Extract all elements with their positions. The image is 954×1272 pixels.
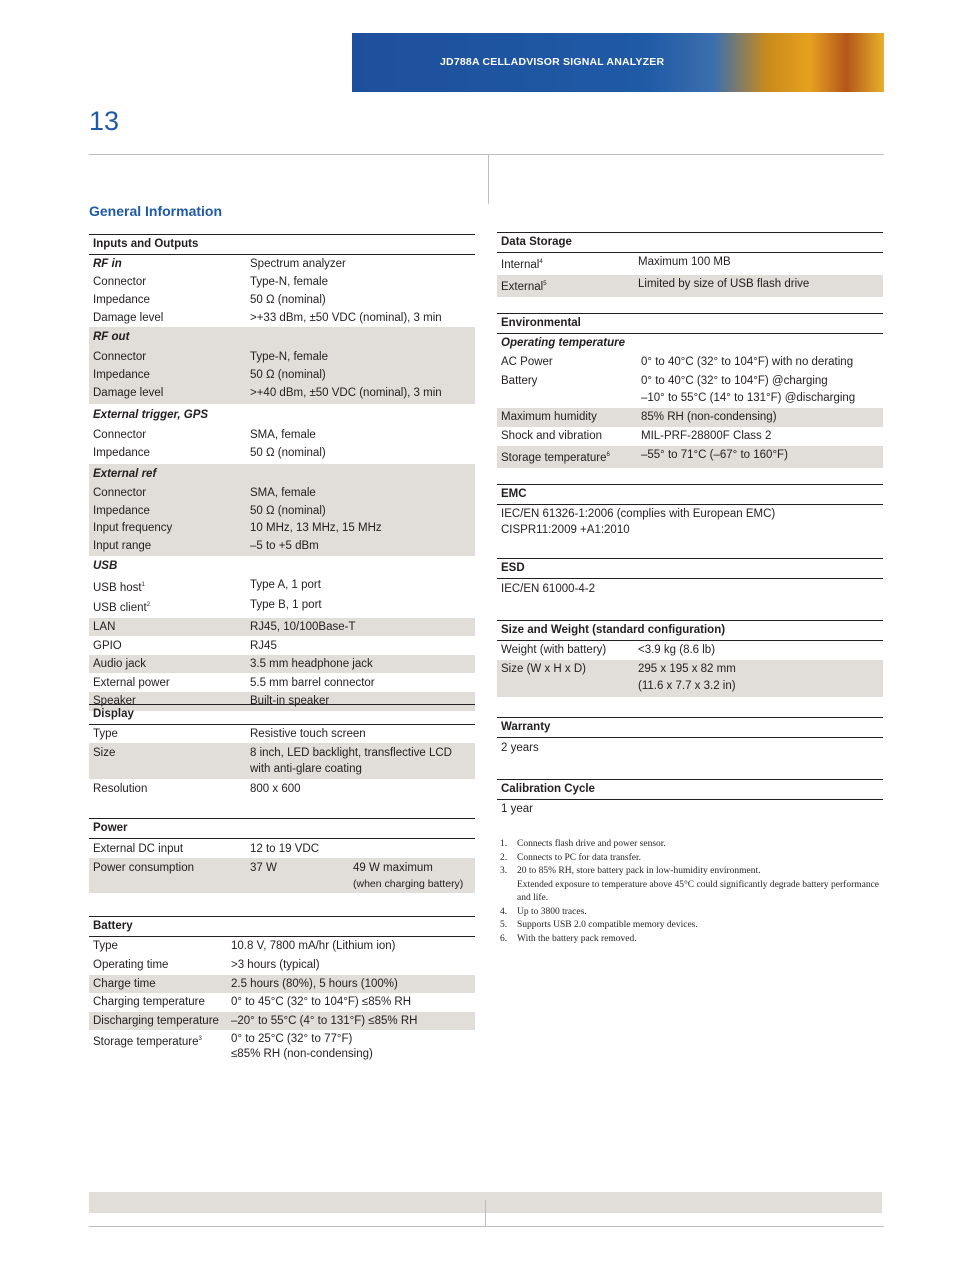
esd-table (497, 558, 883, 597)
table-header: Environmental (497, 313, 883, 334)
table-row: Connector SMA, female (93, 429, 316, 441)
table-row: USB client$^2$ Type B, 1 port (93, 598, 322, 614)
size-weight-table (497, 620, 883, 697)
table-row: Battery 0° to 40°C (32° to 104°F) @charging –10° to 55°C (14° to 131°F) @discharging (501, 375, 856, 404)
table-row: Internal$^4$ Maximum 100 MB (501, 256, 731, 271)
ext-ref-group (89, 464, 475, 556)
table-header: Battery (89, 916, 475, 937)
table-header: Warranty (497, 717, 883, 738)
footnote: 6. With the battery pack removed. (500, 933, 637, 944)
table-header: Calibration Cycle (497, 779, 883, 800)
table-row: Storage temperature$^3$ 0° to 25°C (32° to 77°F) ≤85% RH (non-condensing) (93, 1033, 373, 1060)
footnote: 3. 20 to 85% RH, store battery pack in low-humidity environment. (500, 866, 761, 876)
table-row: External power 5.5 mm barrel connector (93, 676, 375, 689)
table-row: Charging temperature 0° to 45°C (32° to 104°F) ≤85% RH (93, 996, 412, 1008)
table-row: Speaker Built-in speaker (89, 692, 475, 711)
table-row: Power consumption 37 W 49 W maximum (when charging battery) (89, 858, 475, 893)
emc-table (497, 484, 883, 538)
table-row: Input frequency 10 MHz, 13 MHz, 15 MHz (93, 522, 382, 534)
footnote: Extended exposure to temperature above 45°C could significantly degrade battery performance and life. (517, 879, 880, 903)
usb-group (89, 556, 475, 618)
footnote: 1. Connects flash drive and power sensor. (500, 839, 666, 849)
row-label: RF in (93, 258, 122, 270)
table-row: Operating temperature (501, 337, 625, 349)
warranty-table (497, 717, 883, 756)
table-row: RF out (93, 331, 130, 343)
data-storage-table (497, 232, 883, 297)
table-row: Damage level >+40 dBm, ±50 VDC (nominal), 3 min (93, 387, 442, 399)
table-row: Charge time 2.5 hours (80%), 5 hours (100%) (89, 975, 475, 993)
inputs-outputs-table (89, 234, 475, 711)
column-divider (488, 154, 489, 204)
table-row: Storage temperature$^6$ –55° to 71°C (–67° to 160°F) (497, 446, 883, 468)
table-row: External$^5$ Limited by size of USB flash drive (497, 275, 883, 297)
table-row: External ref (93, 468, 157, 480)
table-row: Connector SMA, female (93, 487, 316, 499)
table-row: LAN RJ45, 10/100Base-T (89, 618, 475, 636)
power-table (89, 818, 475, 893)
table-row: Damage level >+33 dBm, ±50 VDC (nominal), 3 min (93, 312, 442, 324)
table-row: Shock and vibration MIL-PRF-28800F Class 2 (501, 430, 772, 442)
header-banner (352, 33, 884, 92)
table-row: Size (W x H x D) 295 x 195 x 82 mm (11.6 x 7.7 x 3.2 in) (497, 660, 883, 697)
table-header: Size and Weight (standard configuration) (497, 620, 883, 641)
footnote: 4. Up to 3800 traces. (500, 906, 587, 917)
table-header: Data Storage (497, 232, 883, 253)
table-row: Operating time >3 hours (typical) (93, 959, 320, 971)
table-row: Impedance 50 Ω (nominal) (93, 294, 326, 306)
table-row: 2 years (501, 742, 539, 754)
table-row: USB host$^1$ Type A, 1 port (93, 579, 321, 594)
table-row: Discharging temperature –20° to 55°C (4° to 131°F) ≤85% RH (89, 1012, 475, 1030)
footnotes (500, 838, 884, 946)
table-header: ESD (497, 558, 883, 579)
table-row: Resolution 800 x 600 (93, 783, 301, 795)
table-row: Weight (with battery) <3.9 kg (8.6 lb) (501, 644, 716, 656)
footer-rule (89, 1226, 884, 1227)
row-value: Spectrum analyzer (250, 258, 346, 270)
table-header: Power (89, 818, 475, 839)
footnote: 5. Supports USB 2.0 compatible memory devices. (500, 920, 698, 930)
table-row: USB (93, 560, 118, 572)
footnote: 2. Connects to PC for data transfer. (500, 852, 642, 863)
divider (89, 154, 884, 155)
table-row: External trigger, GPS (93, 409, 209, 421)
table-row: External DC input 12 to 19 VDC (93, 843, 320, 855)
table-row: Size 8 inch, LED backlight, transflective LCD with anti-glare coating (89, 743, 475, 779)
table-row: 1 year (501, 803, 533, 815)
section-title: General Information (89, 203, 223, 219)
table-row (89, 255, 475, 273)
table-row: IEC/EN 61000-4-2 (501, 583, 595, 595)
table-row: Connector Type-N, female (93, 276, 328, 288)
rf-out-group (89, 327, 475, 404)
table-header: Inputs and Outputs (89, 234, 475, 255)
environmental-table (497, 313, 883, 468)
calibration-table (497, 779, 883, 817)
table-row: Maximum humidity 85% RH (non-condensing) (497, 408, 883, 427)
table-row: Type 10.8 V, 7800 mA/hr (Lithium ion) (93, 940, 396, 952)
table-header: Display (89, 704, 475, 725)
battery-table (89, 916, 475, 1063)
table-row: Impedance 50 Ω (nominal) (93, 447, 326, 459)
table-row: Type Resistive touch screen (93, 728, 366, 740)
ext-trigger-group (89, 404, 475, 464)
table-row: Input range –5 to +5 dBm (93, 539, 319, 552)
table-row: Audio jack 3.5 mm headphone jack (89, 655, 475, 673)
display-table (89, 704, 475, 798)
table-header: EMC (497, 484, 883, 505)
page-number: 13 (89, 106, 120, 136)
table-row: IEC/EN 61326-1:2006 (complies with European EMC) (501, 508, 776, 520)
table-row: GPIO RJ45 (93, 639, 277, 652)
table-row: Connector Type-N, female (93, 351, 328, 363)
footer-divider (485, 1200, 486, 1227)
table-row: CISPR11:2009 +A1:2010 (501, 523, 630, 536)
rf-in-group (89, 273, 475, 327)
banner-title: JD788A CELLADVISOR SIGNAL ANALYZER (440, 56, 665, 68)
table-row: Impedance 50 Ω (nominal) (93, 504, 326, 517)
table-row: AC Power 0° to 40°C (32° to 104°F) with no derating (501, 356, 854, 368)
table-row: Impedance 50 Ω (nominal) (93, 369, 326, 381)
